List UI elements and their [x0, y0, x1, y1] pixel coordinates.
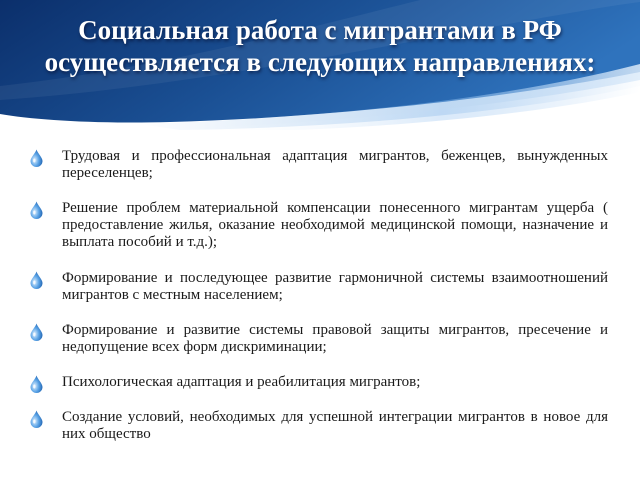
water-drop-icon [30, 149, 43, 167]
bullet-text: Формирование и развитие системы правовой защиты мигрантов, пресечение и недопущение всех форм дискриминации; [62, 322, 608, 355]
water-drop-icon [30, 410, 43, 428]
water-drop-icon [30, 271, 43, 289]
slide-title: Социальная работа с мигрантами в РФ осуществляется в следующих направлениях: [44, 15, 596, 77]
bullet-text: Решение проблем материальной компенсации понесенного мигрантам ущерба ( предоставление жилья, оказание необходимой медицинской помощи, назначение и выплата пособий и т.д.); [62, 200, 608, 250]
bullet-text: Психологическая адаптация и реабилитация мигрантов; [62, 374, 421, 390]
water-drop-icon [30, 375, 43, 393]
bullet-text: Формирование и последующее развитие гармоничной системы взаимоотношений мигрантов с местным населением; [62, 270, 608, 303]
bullet-text: Трудовая и профессиональная адаптация мигрантов, беженцев, вынужденных переселенцев; [62, 148, 608, 181]
water-drop-icon [30, 201, 43, 219]
bullet-text: Создание условий, необходимых для успешной интеграции мигрантов в новое для них общество [62, 409, 608, 442]
water-drop-icon [30, 323, 43, 341]
